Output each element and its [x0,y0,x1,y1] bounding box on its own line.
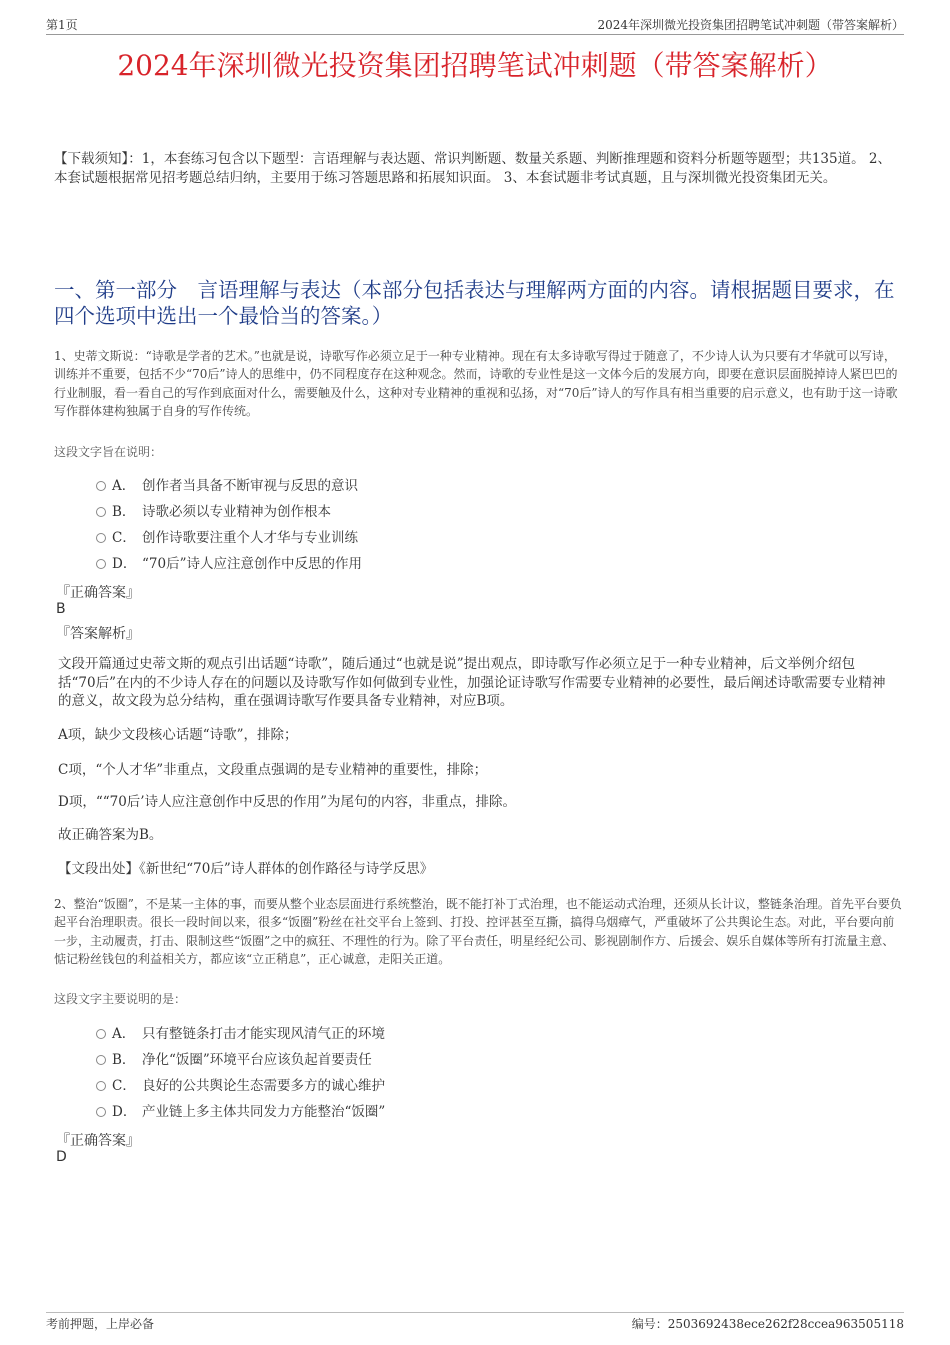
page-footer [46,1312,904,1331]
question-1-analysis-label: 『答案解析』 [56,626,140,642]
question-1-option-b[interactable]: B． 诗歌必须以专业精神为创作根本 [96,502,331,522]
footer-serial: 编号：2503692438ece262f28ccea963505118 [631,1317,904,1331]
question-1-option-a[interactable]: A． 创作者当具备不断审视与反思的意识 [96,476,358,496]
question-2-option-d[interactable]: D． 产业链上多主体共同发力方能整治“饭圈” [96,1102,385,1122]
question-1-answer: B [56,601,66,617]
question-2-answer-label: 『正确答案』 [56,1133,140,1149]
question-2-prompt: 这段文字主要说明的是： [54,992,187,1006]
radio-icon[interactable] [96,559,106,569]
question-1-answer-label: 『正确答案』 [56,585,140,601]
radio-icon[interactable] [96,533,106,543]
radio-icon[interactable] [96,481,106,491]
radio-icon[interactable] [96,1081,106,1091]
question-2-option-c[interactable]: C． 良好的公共舆论生态需要多方的诚心维护 [96,1076,385,1096]
question-1-analysis-c: C项，“个人才华”非重点，文段重点强调的是专业精神的重要性，排除； [58,762,488,778]
question-1-option-d[interactable]: D． “70后”诗人应注意创作中反思的作用 [96,554,362,574]
header-doc-title: 2024年深圳微光投资集团招聘笔试冲刺题（带答案解析） [597,18,904,32]
question-1-conclusion: 故正确答案为B。 [58,827,163,843]
question-1-source: 【文段出处】《新世纪“70后”诗人群体的创作路径与诗学反思》 [58,861,434,877]
question-2-answer: D [56,1149,67,1165]
question-1-analysis-d: D项，““70后’诗人应注意创作中反思的作用”为尾句的内容，非重点，排除。 [58,794,516,810]
question-1-option-c[interactable]: C． 创作诗歌要注重个人才华与专业训练 [96,528,358,548]
question-1-prompt: 这段文字旨在说明： [54,445,163,459]
footer-slogan: 考前押题，上岸必备 [46,1317,155,1331]
question-2-stem: 2、整治“饭圈”，不是某一主体的事，而要从整个业态层面进行系统整治，既不能打补丁式治理，也不能运动式治理，还须从长计议，整链条治理。首先平台要负起平台治理职责。很长一段时间以来，很多“饭圈”粉丝在社交平台上签到、打投、控评甚至互撕，搞得乌烟瘴气，严重破坏了公共舆论生态。对此，平台要向前一步，主动履责，打击、限制这些“饭圈”之中的疯狂、不理性的行为。除了平台责任，明星经纪公司、影视剧制作方、后援会、娱乐自媒体等所有打流量主意、惦记粉丝钱包的利益相关方，都应该“立正稍息”，正心诚意，走阳关正道。 [54,897,902,966]
question-1-stem: 1、史蒂文斯说：“诗歌是学者的艺术。”也就是说，诗歌写作必须立足于一种专业精神。现在有太多诗歌写得过于随意了，不少诗人认为只要有才华就可以写诗，训练并不重要，包括不少“70后”诗人的思维中，仍不同程度存在这种观念。然而，诗歌的专业性是这一文体今后的发展方向，即要在意识层面脱掉诗人紧巴巴的行业制服，看一看自己的写作到底面对什么，需要触及什么，这种对专业精神的重视和弘扬，对“70后”诗人的写作具有相当重要的启示意义，也有助于这一诗歌写作群体建构独属于自身的写作传统。 [54,349,898,418]
page-number: 第1页 [46,18,78,32]
radio-icon[interactable] [96,507,106,517]
download-notice: 【下载须知】：1，本套练习包含以下题型：言语理解与表达题、常识判断题、数量关系题、判断推理题和资料分析题等题型；共135道。 2、本套试题根据常见招考题总结归纳，主要用于练习答题思路和拓展知识面。 3、本套试题非考试真题，且与深圳微光投资集团无关。 [54,151,891,186]
section-title: 一、第一部分 言语理解与表达（本部分包括表达与理解两方面的内容。请根据题目要求，在四个选项中选出一个最恰当的答案。） [54,278,895,328]
page-header [46,14,904,35]
radio-icon[interactable] [96,1055,106,1065]
question-1-analysis-main: 文段开篇通过史蒂文斯的观点引出话题“诗歌”，随后通过“也就是说”提出观点，即诗歌写作必须立足于一种专业精神，后文举例介绍包括“70后”在内的不少诗人存在的问题以及诗歌写作如何做到专业性，加强论证诗歌写作需要专业精神的必要性，最后阐述诗歌需要专业精神的意义，故文段为总分结构，重在强调诗歌写作要具备专业精神，对应B项。 [58,656,886,709]
question-2-option-b[interactable]: B． 净化“饭圈”环境平台应该负起首要责任 [96,1050,372,1070]
radio-icon[interactable] [96,1029,106,1039]
question-1-analysis-a: A项，缺少文段核心话题“诗歌”，排除； [58,727,298,743]
radio-icon[interactable] [96,1107,106,1117]
page-title: 2024年深圳微光投资集团招聘笔试冲刺题（带答案解析） [117,49,833,82]
question-2-option-a[interactable]: A． 只有整链条打击才能实现风清气正的环境 [96,1024,385,1044]
